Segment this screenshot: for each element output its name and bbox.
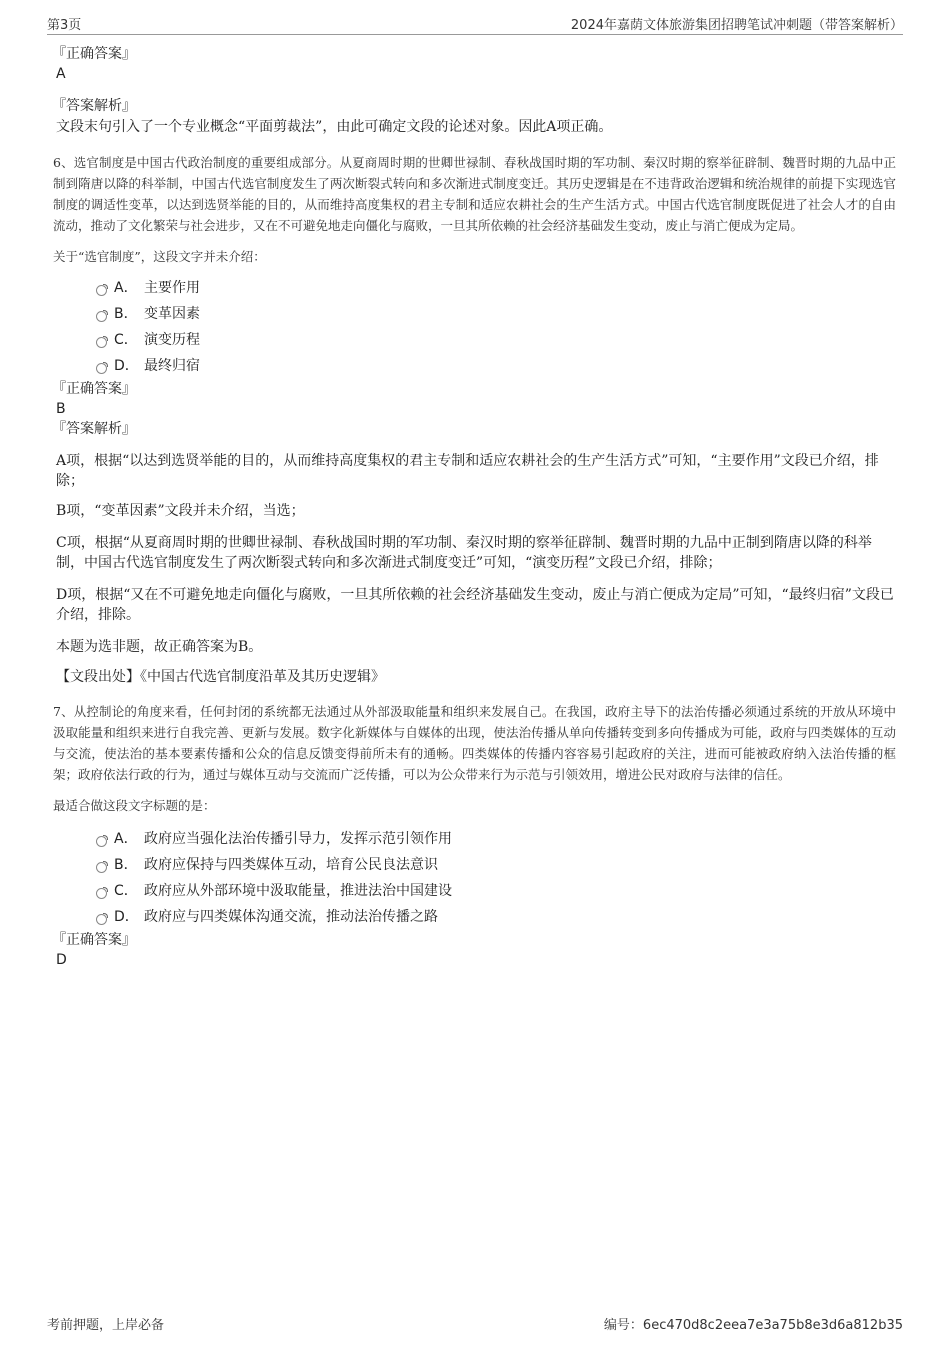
radio-icon[interactable] [96, 862, 107, 873]
q6-analysis-a: A项，根据“以达到选贤举能的目的，从而维持高度集权的君主专制和适应农耕社会的生产生活方式”可知，“主要作用”文段已介绍，排除； [56, 453, 879, 489]
page-footer [47, 1314, 903, 1332]
q5-analysis-text: 文段末句引入了一个专业概念“平面剪裁法”，由此可确定文段的论述对象。因此A项正确。 [56, 119, 613, 135]
q5-correct-answer: A [56, 66, 66, 82]
q7-options [56, 826, 896, 930]
q6-stem: 6、选官制度是中国古代政治制度的重要组成部分。从夏商周时期的世卿世禄制、春秋战国时期的军功制、秦汉时期的察举征辟制、魏晋时期的九品中正制到隋唐以降的科举制，中国古代选官制度发生了两次断裂式转向和多次渐进式制度变迁。其历史逻辑是在不违背政治逻辑和统治规律的前提下实现选官制度的调适性变革，以达到选贤举能的目的，从而维持高度集权的君主专制和适应农耕社会的生产生活方式。中国古代选官制度既促进了社会人才的自由流动，推动了文化繁荣与社会进步，又在不可避免地走向僵化与腐败，一旦其所依赖的社会经济基础发生变动，废止与消亡便成为定局。 [53, 155, 896, 233]
q6-correct-label: 『正确答案』 [52, 381, 136, 397]
q7-option-b[interactable]: B． 政府应保持与四类媒体互动，培育公民良法意识 [56, 852, 896, 878]
q6-option-b[interactable]: B． 变革因素 [56, 301, 896, 327]
q5-analysis-label: 『答案解析』 [52, 98, 136, 114]
q6-option-a[interactable]: A． 主要作用 [56, 275, 896, 301]
q7-correct-label: 『正确答案』 [52, 932, 136, 948]
q6-analysis-label: 『答案解析』 [52, 421, 136, 437]
radio-icon[interactable] [96, 337, 107, 348]
radio-icon[interactable] [96, 363, 107, 374]
radio-icon[interactable] [96, 285, 107, 296]
q6-analysis-d: D项，根据“又在不可避免地走向僵化与腐败，一旦其所依赖的社会经济基础发生变动，废止与消亡便成为定局”可知，“最终归宿”文段已介绍，排除。 [56, 587, 894, 623]
q6-prompt: 关于“选官制度”，这段文字并未介绍： [53, 249, 266, 264]
radio-icon[interactable] [96, 914, 107, 925]
q7-stem: 7、从控制论的角度来看，任何封闭的系统都无法通过从外部汲取能量和组织来发展自己。在我国，政府主导下的法治传播必须通过系统的开放从环境中汲取能量和组织来进行自我完善、更新与发展。数字化新媒体与自媒体的出现，使法治传播从单向传播转变到多向传播成为可能，政府与四类媒体的互动与交流，使法治的基本要素传播和公众的信息反馈变得前所未有的通畅。四类媒体的传播内容容易引起政府的关注，进而可能被政府纳入法治传播的框架；政府依法行政的行为，通过与媒体互动与交流而广泛传播，可以为公众带来行为示范与引领效用，增进公民对政府与法律的信任。 [53, 704, 896, 782]
q6-option-c[interactable]: C． 演变历程 [56, 327, 896, 353]
q7-option-a[interactable]: A． 政府应当强化法治传播引导力，发挥示范引领作用 [56, 826, 896, 852]
q7-option-d[interactable]: D． 政府应与四类媒体沟通交流，推动法治传播之路 [56, 904, 896, 930]
q6-analysis-b: B项，“变革因素”文段并未介绍，当选； [56, 503, 305, 519]
q6-option-d[interactable]: D． 最终归宿 [56, 353, 896, 379]
page-number: 第3页 [47, 18, 82, 33]
page-header [47, 14, 903, 35]
q7-prompt: 最适合做这段文字标题的是： [53, 798, 216, 813]
document-title: 2024年嘉荫文体旅游集团招聘笔试冲刺题（带答案解析） [570, 18, 903, 33]
q6-analysis-c: C项，根据“从夏商周时期的世卿世禄制、春秋战国时期的军功制、秦汉时期的察举征辟制、魏晋时期的九品中正制到隋唐以降的科举制，中国古代选官制度发生了两次断裂式转向和多次渐进式制度变迁”可知，“演变历程”文段已介绍，排除； [56, 535, 872, 571]
q6-options [56, 275, 896, 379]
q6-source: 【文段出处】《中国古代选官制度沿革及其历史逻辑》 [56, 669, 385, 685]
q7-option-c[interactable]: C． 政府应从外部环境中汲取能量，推进法治中国建设 [56, 878, 896, 904]
radio-icon[interactable] [96, 836, 107, 847]
page-content [52, 44, 896, 970]
q6-correct-answer: B [56, 401, 66, 417]
footer-slogan: 考前押题，上岸必备 [47, 1318, 165, 1333]
radio-icon[interactable] [96, 888, 107, 899]
radio-icon[interactable] [96, 311, 107, 322]
q7-correct-answer: D [56, 952, 67, 968]
footer-code: 编号：6ec470d8c2eea7e3a75b8e3d6a812b35 [603, 1318, 903, 1333]
q5-correct-label: 『正确答案』 [52, 46, 136, 62]
q6-conclusion: 本题为选非题，故正确答案为B。 [56, 639, 263, 655]
